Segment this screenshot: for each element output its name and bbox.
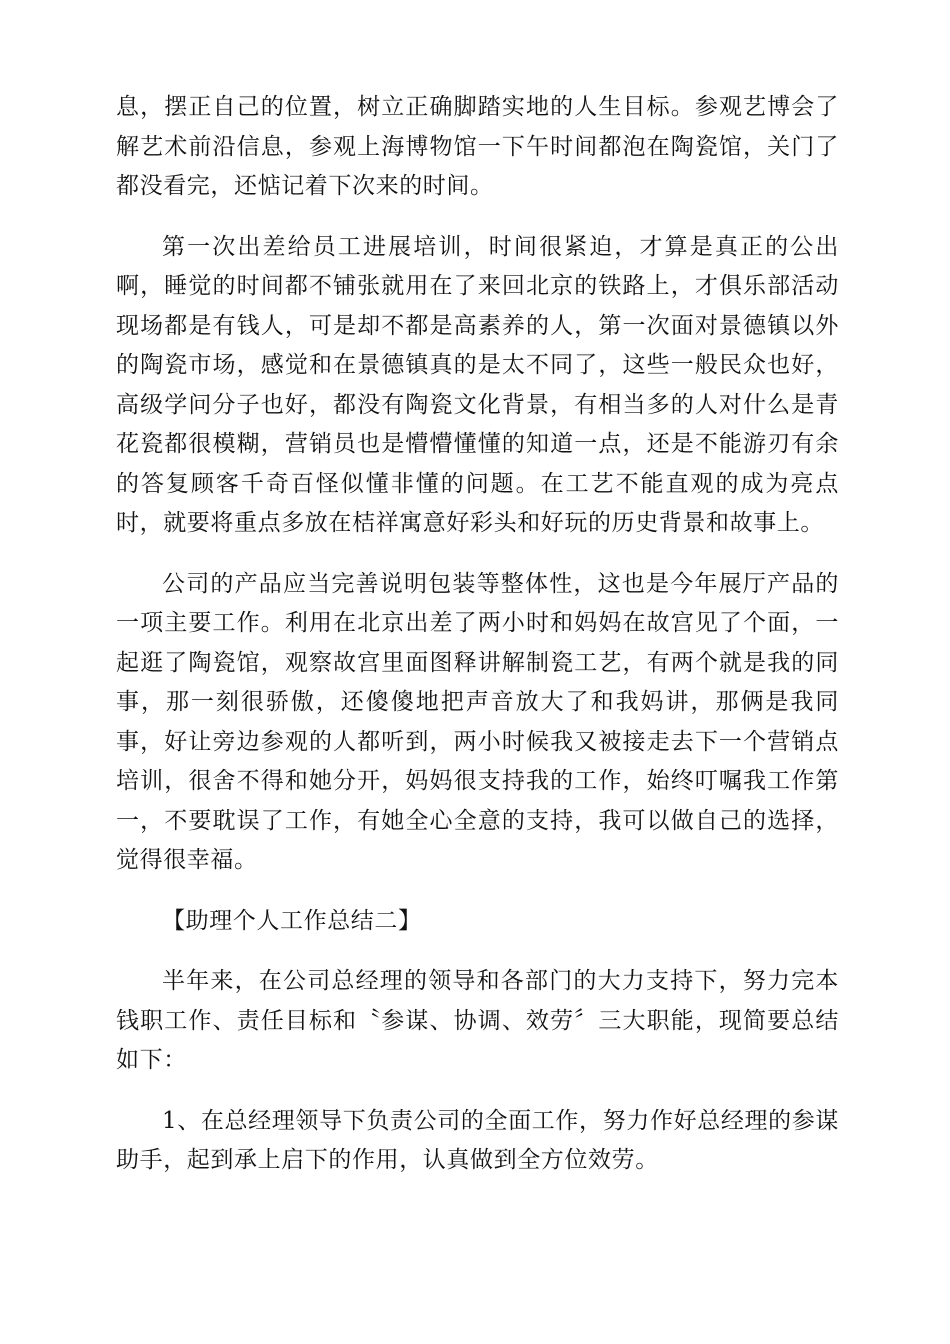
paragraph-item-1: 1、在总经理领导下负责公司的全面工作，努力作好总经理的参谋助手，起到承上启下的作用，认真做到全方位效劳。 (116, 1107, 839, 1173)
paragraph-business-trip: 第一次出差给员工进展培训，时间很紧迫，才算是真正的公出啊，睡觉的时间都不铺张就用在了来回北京的铁路上，才俱乐部活动现场都是有钱人，可是却不都是高素养的人，第一次面对景德镇以外的陶瓷市场，感觉和在景德镇真的是太不同了，这些一般民众也好，高级学问分子也好，都没有陶瓷文化背景，有相当多的人对什么是青花瓷都很模糊，营销员也是懵懵懂懂的知道一点，还是不能游刃有余的答复顾客千奇百怪似懂非懂的问题。在工艺不能直观的成为亮点时，就要将重点多放在桔祥寓意好彩头和好玩的历史背景和故事上。 (116, 233, 839, 536)
section-heading: 【助理个人工作总结二】 (162, 907, 422, 934)
document-page (116, 88, 839, 1202)
paragraph-half-year-summary: 半年来，在公司总经理的领导和各部门的大力支持下，努力完本钱职工作、责任目标和〝参谋、协调、效劳〞三大职能，现简要总结如下： (116, 968, 839, 1073)
paragraph-continued: 息，摆正自己的位置，树立正确脚踏实地的人生目标。参观艺博会了解艺术前沿信息，参观上海博物馆一下午时间都泡在陶瓷馆，关门了都没看完，还惦记着下次来的时间。 (116, 94, 839, 199)
paragraph-product-packaging: 公司的产品应当完善说明包装等整体性，这也是今年展厅产品的一项主要工作。利用在北京出差了两小时和妈妈在故宫见了个面，一起逛了陶瓷馆，观察故宫里面图释讲解制瓷工艺，有两个就是我的同事，那一刻很骄傲，还傻傻地把声音放大了和我妈讲，那俩是我同事，好让旁边参观的人都听到，两小时候我又被接走去下一个营销点培训，很舍不得和她分开，妈妈很支持我的工作，始终叮嘱我工作第一，不要耽误了工作，有她全心全意的支持，我可以做自己的选择，觉得很幸福。 (116, 570, 839, 873)
